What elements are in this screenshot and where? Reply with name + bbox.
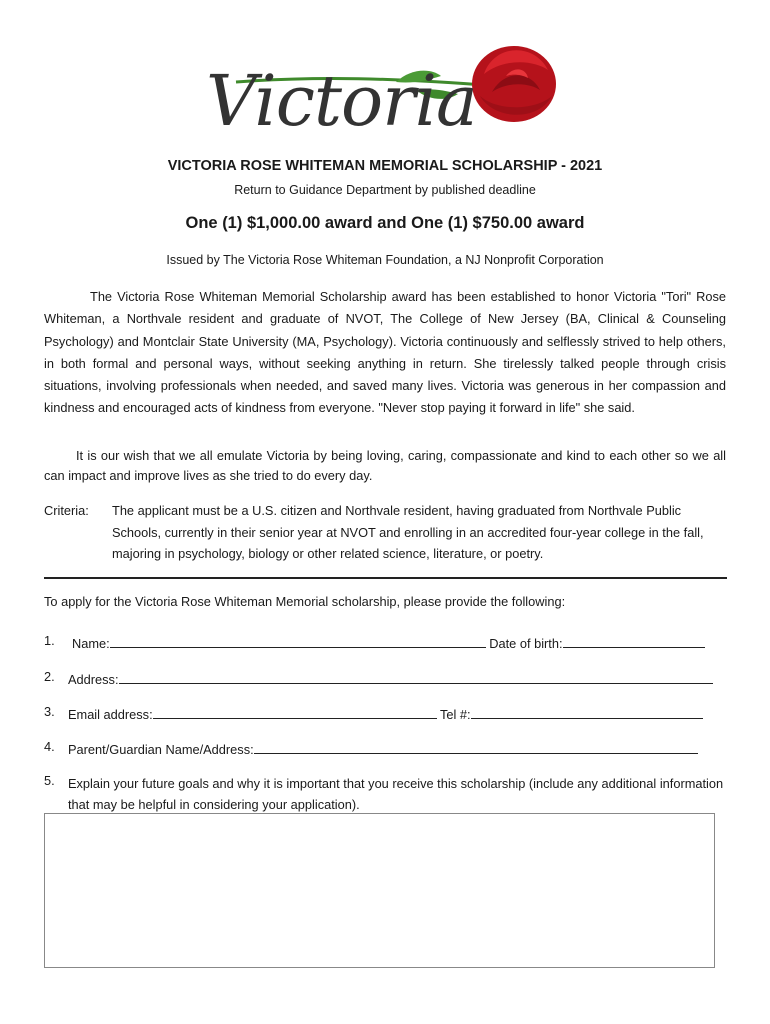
tel-field[interactable]: [471, 704, 703, 719]
q2-number: 2.: [44, 669, 55, 684]
q5-number: 5.: [44, 773, 55, 788]
parent-field-row: [68, 739, 698, 757]
intro-paragraph: The Victoria Rose Whiteman Memorial Scholarship award has been established to honor Victoria "Tori" Rose Whiteman, a Northvale resident and graduate of NVOT, The College of New Jersey (BA, Clinical & Counseling Psychology) and Montclair State University (MA, Psychology). Victoria continuously and selflessly strived to help others, in both formal and personal ways, without seeking anything in return. She tirelessly talked people through crisis situations, involving professionals when needed, and saved many lives. Victoria was generous in her compassion and kindness and encouraged acts of kindness from everyone. "Never stop paying it forward in life" she said.: [44, 289, 726, 416]
dob-label: Date of birth:: [489, 636, 563, 651]
name-field-row: [72, 633, 705, 651]
section-divider: [44, 577, 727, 579]
criteria-text: The applicant must be a U.S. citizen and Northvale resident, having graduated from Northvale Public Schools, currently in their senior year at NVOT and enrolling in an accredited four-year college in the fall, majoring in psychology, biology or other related science, literature, or poetry.: [112, 503, 704, 561]
wish-paragraph: It is our wish that we all emulate Victoria by being loving, caring, compassionate and kind to each other so we all can impact and improve lives as she tried to do every day.: [44, 448, 726, 483]
address-field[interactable]: [119, 669, 713, 684]
award-heading: One (1) $1,000.00 award and One (1) $750.00 award: [185, 214, 585, 232]
parent-field[interactable]: [254, 739, 698, 754]
q5-prompt: Explain your future goals and why it is important that you receive this scholarship (include any additional information that may be helpful in considering your application).: [68, 776, 724, 812]
email-field[interactable]: [153, 704, 437, 719]
document-subtitle: Return to Guidance Department by published deadline: [234, 183, 536, 197]
tel-label: Tel #:: [439, 707, 471, 722]
address-label: Address:: [68, 672, 119, 687]
email-label: Email address:: [68, 707, 153, 722]
victoria-logo: [196, 46, 576, 154]
name-label: Name:: [72, 636, 110, 651]
parent-label: Parent/Guardian Name/Address:: [68, 742, 254, 757]
email-field-row: [68, 704, 703, 722]
issuer-line: Issued by The Victoria Rose Whiteman Foundation, a NJ Nonprofit Corporation: [166, 253, 604, 267]
form-instructions: To apply for the Victoria Rose Whiteman Memorial scholarship, please provide the following:: [44, 594, 566, 609]
criteria-label: Criteria:: [44, 503, 89, 518]
goals-answer-box[interactable]: [44, 813, 715, 968]
q3-number: 3.: [44, 704, 55, 719]
address-field-row: [68, 669, 713, 687]
logo-wordmark: Victoria: [206, 60, 477, 142]
q1-number: 1.: [44, 633, 55, 648]
dob-field[interactable]: [563, 633, 705, 648]
q4-number: 4.: [44, 739, 55, 754]
name-field[interactable]: [110, 633, 486, 648]
document-title: VICTORIA ROSE WHITEMAN MEMORIAL SCHOLARSHIP - 2021: [167, 158, 603, 174]
